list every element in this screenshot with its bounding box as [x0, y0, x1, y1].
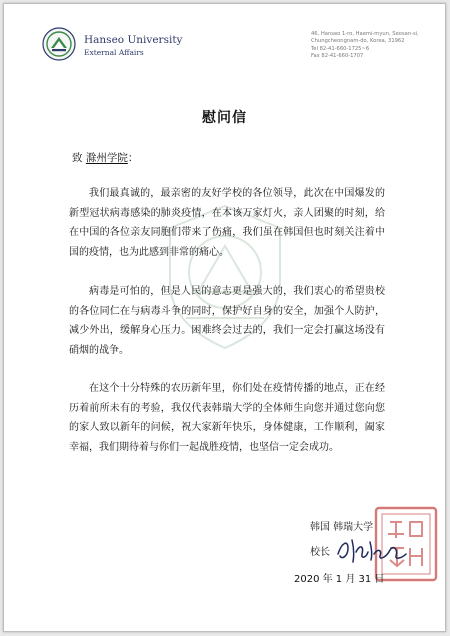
- letter-page: [3, 3, 446, 632]
- body-paragraph: 我们最真诚的，最亲密的友好学校的各位领导，此次在中国爆发的新型冠状病毒感染的肺炎疫情，在本该万家灯火，亲人团聚的时刻，给在中国的各位亲友同胞们带来了伤痛，我们虽在韩国但也时刻关注着中国的疫情，也为此感到非常的痛心。: [69, 188, 385, 258]
- body-paragraph: 病毒是可怕的，但是人民的意志更是强大的，我们衷心的希望贵校的各位同仁在与病毒斗争的同时，保护好自身的安全，加强个人防护，减少外出，缓解身心压力。困难终会过去的，我们一定会打赢这场没有硝烟的战争。: [69, 286, 385, 356]
- university-name: Hanseo University: [84, 34, 183, 46]
- recipient-name: 滁州学院: [85, 152, 128, 164]
- signature-title: 校长: [310, 547, 330, 558]
- address-line: 46, Hanseo 1-ro, Haemi-myun, Seosan-si,: [311, 31, 419, 37]
- phone-line: Tel 82-41-660-1725~6: [311, 45, 370, 52]
- letterhead: [4, 4, 445, 74]
- letter-title: 慰问信: [202, 110, 247, 126]
- signature-organization: 韩国 韩瑞大学: [310, 522, 374, 533]
- salutation: [72, 150, 138, 165]
- letter-date: 2020 年 1 月 31 日: [294, 574, 385, 585]
- handwritten-signature: [334, 532, 410, 566]
- department-name: External Affairs: [84, 48, 144, 57]
- body-paragraph: 在这个十分特殊的农历新年里，你们处在疫情传播的地点，正在经历着前所未有的考验，我仅代表韩瑞大学的全体师生向您并通过您向您的家人致以新年的问候，祝大家新年快乐，身体健康，工作顺利，阖家幸福，我们期待着与你们一起战胜疫情，也坚信一定会成功。: [69, 383, 385, 453]
- salutation-prefix: 致: [72, 152, 86, 164]
- university-seal-icon: [42, 27, 76, 61]
- address-line: Chungcheongnam-do, Korea, 31962: [311, 38, 405, 45]
- contact-block: [311, 31, 439, 61]
- salutation-suffix: ：: [127, 152, 139, 164]
- fax-line: Fax 82-41-660-1707: [311, 53, 364, 60]
